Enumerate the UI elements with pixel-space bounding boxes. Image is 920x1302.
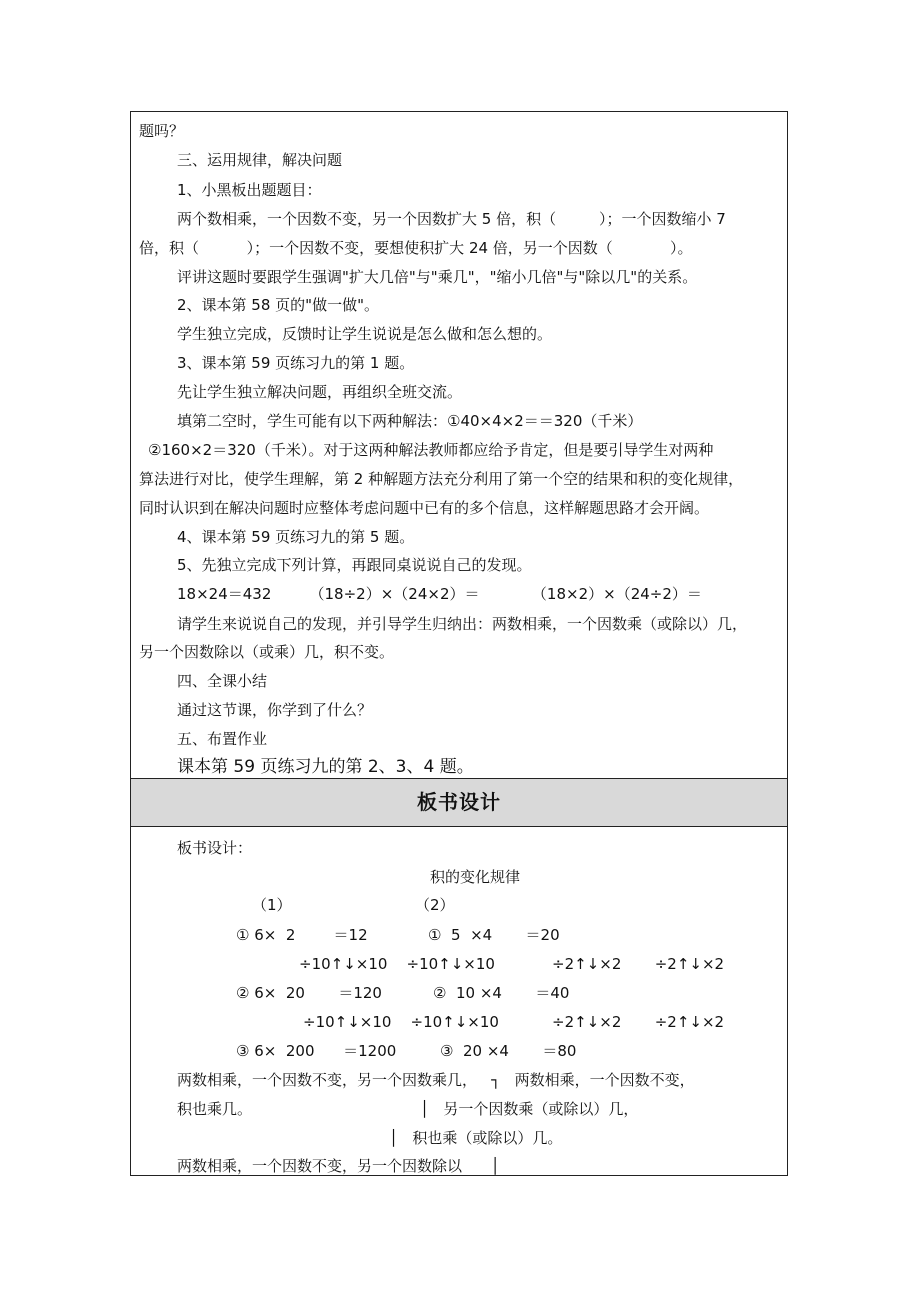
board-rule-2-cont: │ 积也乘（或除以）几。 <box>389 1129 563 1147</box>
board-eq-2b: ② 10 ×4 ＝40 <box>433 984 570 1002</box>
board-title: 积的变化规律 <box>430 868 521 886</box>
text-line: 通过这节课，你学到了什么？ <box>177 701 373 719</box>
text-line: 算法进行对比，使学生理解，第 2 种解题方法充分利用了第一个空的结果和积的变化规律， <box>139 470 744 488</box>
text-line: 题吗？ <box>139 122 185 140</box>
section-title: 板书设计 <box>131 778 787 827</box>
board-eq-1a: ① 6× 2 ＝12 <box>236 926 368 944</box>
text-line: ②160×2＝320（千米）。对于这两种解法教师都应给予肯定，但是要引导学生对两种 <box>148 441 714 459</box>
board-col2-label: （2） <box>415 896 455 914</box>
text-line: 另一个因数除以（或乘）几，积不变。 <box>139 643 395 661</box>
text-line: 填第二空时，学生可能有以下两种解法：①40×4×2＝＝320（千米） <box>177 412 643 430</box>
board-eq-3b: ③ 20 ×4 ＝80 <box>440 1042 577 1060</box>
text-line: 同时认识到在解决问题时应整体考虑问题中已有的多个信息，这样解题思路才会开阔。 <box>139 499 710 517</box>
text-line: 学生独立完成，反馈时让学生说说是怎么做和怎么想的。 <box>177 325 553 343</box>
board-rule-1: 两数相乘，一个因数不变，另一个因数乘几， ┐ 两数相乘，一个因数不变， <box>177 1071 695 1089</box>
board-arrows-2b: ÷2↑↓×2 ÷2↑↓×2 <box>552 1013 725 1031</box>
homework-line: 课本第 59 页练习九的第 2、3、4 题。 <box>177 757 474 777</box>
text-line: 请学生来说说自己的发现，并引导学生归纳出：两数相乘，一个因数乘（或除以）几， <box>177 615 748 633</box>
text-line: 两个数相乘，一个因数不变，另一个因数扩大 5 倍，积（ ）；一个因数缩小 7 <box>177 210 726 228</box>
board-arrows-2a: ÷10↑↓×10 ÷10↑↓×10 <box>303 1013 499 1031</box>
text-line: 5、先独立完成下列计算，再跟同桌说说自己的发现。 <box>177 556 532 574</box>
board-eq-2a: ② 6× 20 ＝120 <box>236 984 382 1002</box>
board-arrows-1b: ÷2↑↓×2 ÷2↑↓×2 <box>552 955 725 973</box>
heading-homework: 五、布置作业 <box>177 730 268 748</box>
text-line: 评讲这题时要跟学生强调"扩大几倍"与"乘几"，"缩小几倍"与"除以几"的关系。 <box>177 268 698 286</box>
board-rule-2: │ 另一个因数乘（或除以）几， <box>420 1100 639 1118</box>
heading-summary: 四、全课小结 <box>177 672 268 690</box>
text-line: 2、课本第 58 页的"做一做"。 <box>177 296 379 314</box>
board-eq-1b: ① 5 ×4 ＝20 <box>428 926 560 944</box>
text-line: 先让学生独立解决问题，再组织全班交流。 <box>177 383 463 401</box>
board-rule-3: 两数相乘，一个因数不变，另一个因数除以 │ <box>177 1157 500 1175</box>
text-line: 4、课本第 59 页练习九的第 5 题。 <box>177 528 415 546</box>
text-line: 3、课本第 59 页练习九的第 1 题。 <box>177 354 415 372</box>
board-label: 板书设计： <box>177 839 253 857</box>
board-eq-3a: ③ 6× 200 ＝1200 <box>236 1042 397 1060</box>
text-line: 倍，积（ ）；一个因数不变，要想使积扩大 24 倍，另一个因数（ ）。 <box>139 239 693 257</box>
board-arrows-1a: ÷10↑↓×10 ÷10↑↓×10 <box>299 955 495 973</box>
text-line: 1、小黑板出题题目： <box>177 181 322 199</box>
calc-line: 18×24＝432 （18÷2）×（24×2）＝ （18×2）×（24÷2）＝ <box>177 585 702 603</box>
heading-apply: 三、运用规律，解决问题 <box>177 151 343 169</box>
board-rule-1-cont: 积也乘几。 <box>177 1100 253 1118</box>
board-col1-label: （1） <box>252 896 292 914</box>
